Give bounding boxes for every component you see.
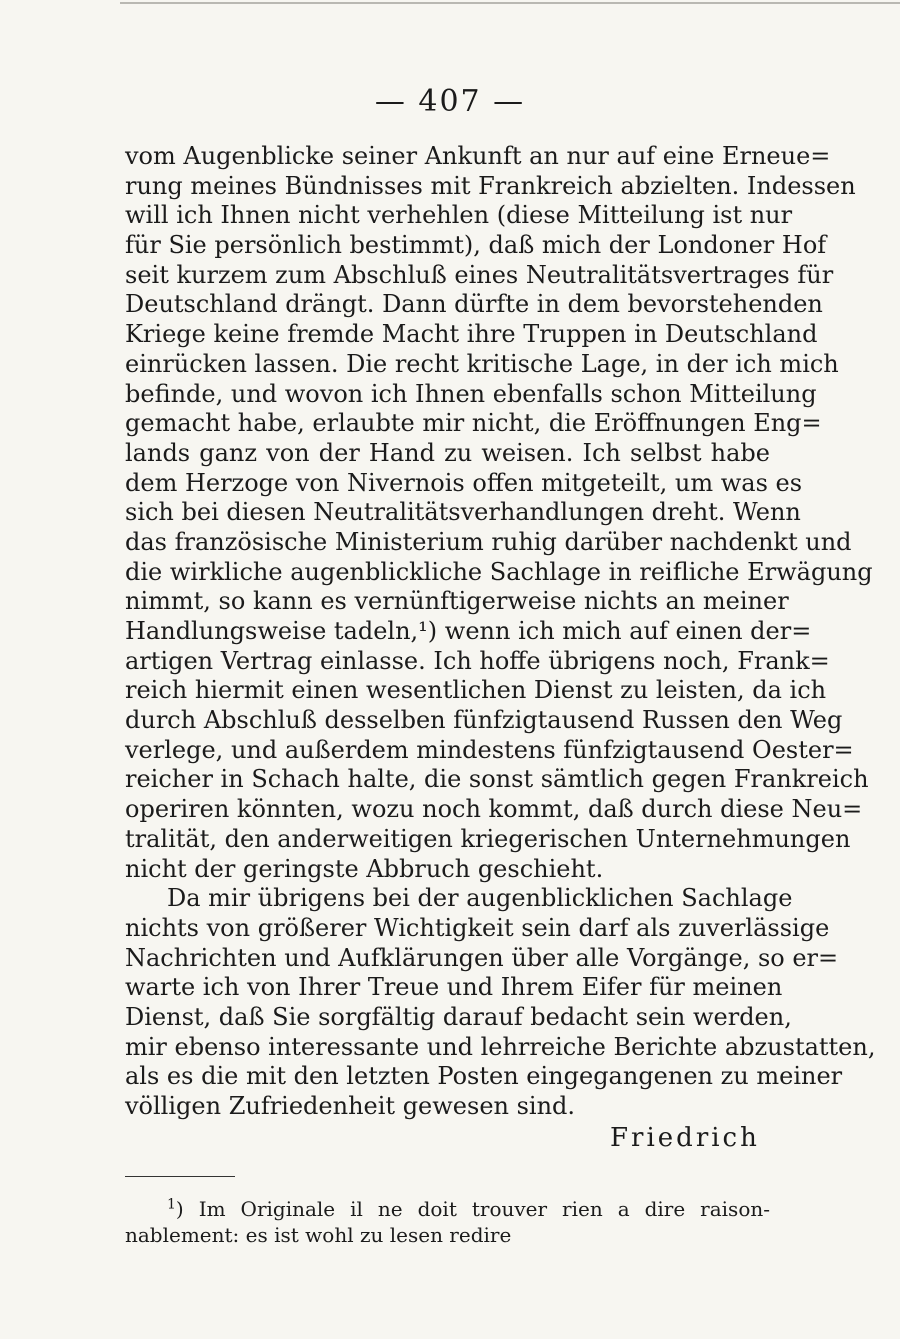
text-line: als es die mit den letzten Posten eingegangenen zu meiner bbox=[125, 1062, 843, 1091]
text-line: artigen Vertrag einlasse. Ich hoffe übrigens noch, Frank= bbox=[125, 646, 830, 675]
text-line: Kriege keine fremde Macht ihre Truppen in Deutschland bbox=[125, 320, 818, 349]
text-line: Da mir übrigens bei der augenblicklichen Sachlage bbox=[167, 884, 793, 913]
text-line: vom Augenblicke seiner Ankunft an nur auf eine Erneue= bbox=[125, 142, 831, 170]
text-line: Handlungsweise tadeln,¹) wenn ich mich auf einen der= bbox=[125, 617, 812, 645]
text-line: nichts von größerer Wichtigkeit sein darf als zuverlässige bbox=[125, 913, 830, 942]
footnote bbox=[125, 1196, 770, 1248]
text-line: gemacht habe, erlaubte mir nicht, die Eröffnungen Eng= bbox=[125, 409, 822, 438]
signature: Friedrich bbox=[610, 1123, 760, 1153]
footnote-divider bbox=[125, 1176, 235, 1177]
text-line: tralität, den anderweitigen kriegerischen Unternehmungen bbox=[125, 824, 851, 853]
text-line: Deutschland drängt. Dann dürfte in dem bevorstehenden bbox=[125, 290, 823, 319]
text-line: völligen Zufriedenheit gewesen sind. bbox=[125, 1092, 576, 1120]
text-line: dem Herzoge von Nivernois offen mitgeteilt, um was es bbox=[125, 468, 803, 497]
text-line: lands ganz von der Hand zu weisen. Ich selbst habe bbox=[125, 438, 770, 467]
text-line: einrücken lassen. Die recht kritische Lage, in der ich mich bbox=[125, 349, 839, 378]
text-line: sich bei diesen Neutralitätsverhandlungen dreht. Wenn bbox=[125, 498, 801, 527]
text-line: befinde, und wovon ich Ihnen ebenfalls schon Mitteilung bbox=[125, 379, 817, 408]
page-number: — 407 — bbox=[374, 84, 526, 119]
footnote-text: ) Im Originale il ne doit trouver rien a dire raison- bbox=[175, 1197, 770, 1221]
top-edge-rule bbox=[120, 2, 900, 4]
text-line: reicher in Schach halte, die sonst sämtlich gegen Frankreich bbox=[125, 765, 869, 794]
body-text bbox=[125, 142, 876, 1122]
text-line: verlege, und außerdem mindestens fünfzigtausend Oester= bbox=[125, 735, 854, 764]
text-line: nimmt, so kann es vernünftigerweise nichts an meiner bbox=[125, 587, 789, 616]
text-line: mir ebenso interessante und lehrreiche Berichte abzustatten, bbox=[125, 1032, 876, 1061]
text-line: seit kurzem zum Abschluß eines Neutralitätsvertrages für bbox=[125, 260, 834, 289]
text-line: durch Abschluß desselben fünfzigtausend Russen den Weg bbox=[125, 706, 843, 735]
text-line: will ich Ihnen nicht verhehlen (diese Mitteilung ist nur bbox=[125, 201, 793, 230]
footnote-line bbox=[125, 1196, 770, 1222]
text-line: Nachrichten und Aufklärungen über alle Vorgänge, so er= bbox=[125, 943, 839, 972]
text-line: operiren könnten, wozu noch kommt, daß durch diese Neu= bbox=[125, 795, 863, 824]
text-line: das französische Ministerium ruhig darüber nachdenkt und bbox=[125, 527, 852, 556]
text-line: warte ich von Ihrer Treue und Ihrem Eifer für meinen bbox=[125, 973, 783, 1002]
text-line: Dienst, daß Sie sorgfältig darauf bedacht sein werden, bbox=[125, 1002, 792, 1031]
footnote-line: nablement: es ist wohl zu lesen redire bbox=[125, 1223, 512, 1247]
text-line: nicht der geringste Abbruch geschieht. bbox=[125, 854, 604, 883]
text-line: die wirkliche augenblickliche Sachlage in reifliche Erwägung bbox=[125, 557, 873, 586]
footnote-marker: 1 bbox=[167, 1196, 176, 1213]
text-line: für Sie persönlich bestimmt), daß mich der Londoner Hof bbox=[125, 231, 827, 260]
text-line: reich hiermit einen wesentlichen Dienst zu leisten, da ich bbox=[125, 676, 827, 705]
text-line: rung meines Bündnisses mit Frankreich abzielten. Indessen bbox=[125, 171, 856, 200]
